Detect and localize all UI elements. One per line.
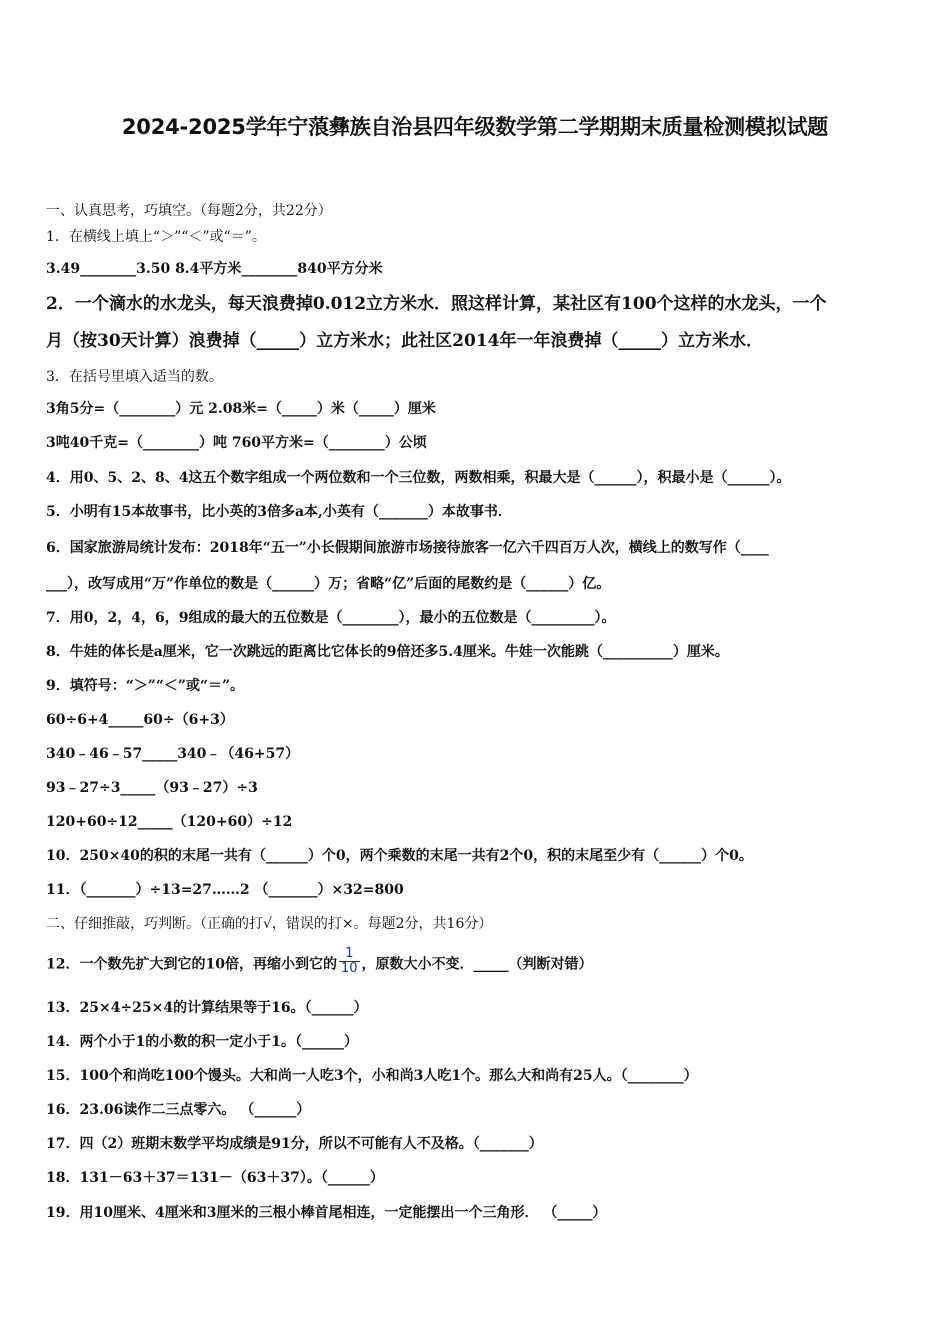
question-5: 5．小明有15本故事书，比小英的3倍多a本,小英有（_______）本故事书． [46,504,512,520]
fraction-denominator: 10 [340,961,358,976]
question-12 [46,946,593,979]
section-1-heading: 一、认真思考，巧填空。（每题2分，共22分） [46,203,332,219]
exam-title: 2024-2025学年宁蒗彝族自治县四年级数学第二学期期末质量检测模拟试题 [121,115,829,139]
question-1: 1．在横线上填上“＞”“＜”或“＝”。 [46,229,266,245]
question-3-row-1: 3角5分=（________）元 2.08米=（_____）米（_____）厘米 [46,401,436,417]
question-10: 10．250×40的积的末尾一共有（______）个0，两个乘数的末尾一共有2个0，积的末尾至少有（______）个0。 [46,848,753,864]
question-1-items: 3.49________3.50 8.4平方米________840平方分米 [46,261,383,277]
question-9-item-2: 340﹣46﹣57_____340﹣（46+57） [46,746,300,762]
question-9-item-1: 60÷6+4_____60÷（6+3） [46,712,234,728]
question-9-item-4: 120+60÷12_____（120+60）÷12 [46,814,293,830]
question-12-text-before: 12．一个数先扩大到它的10倍，再缩小到它的 [46,956,337,973]
question-9: 9．填符号：“＞”“＜”或“＝”。 [46,678,245,694]
question-11: 11．（_______）÷13=27……2 （_______）×32=800 [46,882,404,898]
question-14: 14．两个小于1的小数的积一定小于1。（______） [46,1034,358,1050]
question-2-line-1: 2．一个滴水的水龙头，每天浪费掉0.012立方米水．照这样计算，某社区有100个这样的水龙头，一个 [46,294,827,314]
question-3: 3．在括号里填入适当的数。 [46,369,223,385]
question-2-line-2: 月（按30天计算）浪费掉（_____）立方米水；此社区2014年一年浪费掉（_____）立方米水． [46,331,763,351]
question-3-row-2: 3吨40千克=（________）吨 760平方米=（________）公顷 [46,435,427,451]
fraction-one-tenth [339,947,360,976]
question-8: 8．牛娃的体长是a厘米，它一次跳远的距离比它体长的9倍还多5.4厘米。牛娃一次能跳（__________）厘米。 [46,644,729,660]
question-17: 17．四（2）班期末数学平均成绩是91分，所以不可能有人不及格。（_______） [46,1136,543,1152]
question-6-line-2: ___），改写成用“万”作单位的数是（______）万；省略“亿”后面的尾数约是（______）亿。 [46,576,611,592]
question-15: 15．100个和尚吃100个馒头。大和尚一人吃3个，小和尚3人吃1个。那么大和尚有25人。（________） [46,1068,698,1084]
question-9-item-3: 93﹣27÷3_____（93﹣27）÷3 [46,780,258,796]
question-4: 4．用0、5、2、8、4这五个数字组成一个两位数和一个三位数，两数相乘，积最大是（______），积最小是（______）。 [46,470,791,486]
question-13: 13．25×4÷25×4的计算结果等于16。（______） [46,1000,368,1016]
question-16: 16．23.06读作二三点零六。 （______） [46,1102,311,1118]
question-12-text-after: ，原数大小不变．_____（判断对错） [361,956,593,973]
question-19: 19．用10厘米、4厘米和3厘米的三根小棒首尾相连，一定能摆出一个三角形． （_____） [46,1205,607,1221]
question-18: 18．131－63＋37＝131－（63＋37）。（______） [46,1170,384,1186]
question-7: 7．用0，2，4，6，9组成的最大的五位数是（________），最小的五位数是（_________）。 [46,610,616,626]
question-6-line-1: 6．国家旅游局统计发布：2018年“五一”小长假期间旅游市场接待旅客一亿六千四百万人次，横线上的数写作（____ [46,540,769,556]
section-2-heading: 二、仔细推敲，巧判断。（正确的打√，错误的打×。每题2分，共16分） [46,916,493,932]
fraction-numerator: 1 [339,947,360,962]
